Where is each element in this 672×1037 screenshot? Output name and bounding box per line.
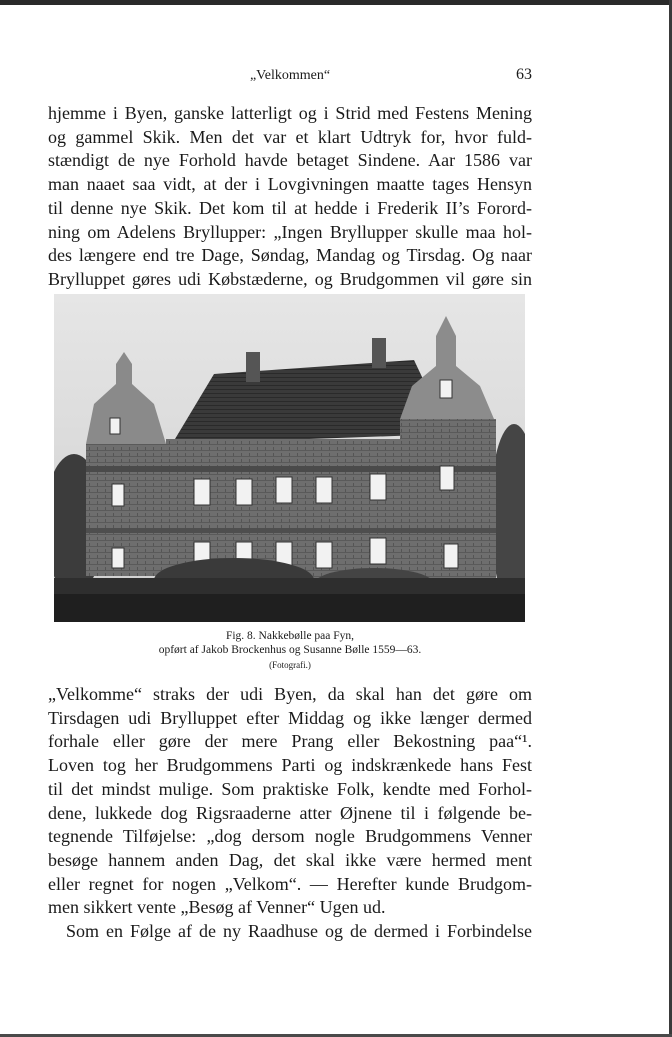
figure-caption-title: Fig. 8. Nakkebølle paa Fyn, bbox=[225, 630, 355, 642]
text-line: ning om Adelens Bryllupper: „Ingen Bryllupper skulle maa hol- bbox=[48, 221, 532, 242]
paragraph-2 bbox=[48, 683, 532, 944]
text-line-indented: Som en Følge af de ny Raadhuse og de dermed i Forbindelse bbox=[66, 921, 532, 942]
left-tower bbox=[86, 444, 168, 576]
text-line: stændigt de nye Forhold havde betaget Sindene. Aar 1586 var bbox=[48, 150, 532, 171]
text-line: Loven tog her Brudgommens Parti og indskrænkede hans Fest bbox=[48, 755, 532, 776]
running-head bbox=[48, 66, 532, 88]
page-number: 63 bbox=[516, 66, 532, 83]
text-line: Tirsdagen udi Brylluppet efter Middag og ikke længer dermed bbox=[48, 707, 532, 728]
cornice-band bbox=[86, 528, 496, 533]
text-line: forhale eller gøre der mere Prang eller Bekostning paa“¹. bbox=[48, 731, 532, 752]
scan-edge-top bbox=[0, 0, 672, 5]
manor-house-photo bbox=[54, 294, 525, 622]
text-line: „Velkomme“ straks der udi Byen, da skal han det gøre om bbox=[48, 684, 532, 704]
text-line: eller regnet for nogen „Velkom“. — Herefter kunde Brudgom- bbox=[48, 873, 532, 894]
paragraph-1 bbox=[48, 102, 532, 292]
text-line: dene, lukkede dog Rigsraaderne atter Øjnene til i følgende be- bbox=[48, 802, 532, 823]
figure-photograph bbox=[54, 294, 525, 622]
chimney bbox=[246, 352, 260, 382]
text-line: til det mindst mulige. Som praktiske Folk, kendte med Forhol- bbox=[48, 778, 532, 799]
text-line: hjemme i Byen, ganske latterligt og i Strid med Festens Mening bbox=[48, 103, 532, 123]
text-line: til denne nye Skik. Det kom til at hedde i Frederik II’s Forord- bbox=[48, 197, 532, 218]
text-line: og gammel Skik. Men det var et klart Udtryk for, hvor fuld- bbox=[48, 126, 532, 147]
cornice-band bbox=[86, 466, 496, 472]
figure-caption-source: (Fotografi.) bbox=[269, 660, 311, 670]
text-line: man naaet saa vidt, at der i Lovgivningen maatte tages Hensyn bbox=[48, 174, 532, 195]
foreground bbox=[54, 594, 525, 622]
running-title: „Velkommen“ bbox=[249, 68, 331, 83]
text-line: Brylluppet gøres udi Købstæderne, og Brudgommen vil gøre sin bbox=[48, 268, 532, 289]
text-line: des længere end tre Dage, Søndag, Mandag og Tirsdag. Og naar bbox=[48, 245, 532, 266]
text-line: tegnende Tilføjelse: „dog dersom nogle Brudgommens Venner bbox=[48, 826, 532, 847]
text-line: besøge hannem anden Dag, det skal ikke være hermed ment bbox=[48, 849, 532, 870]
figure-caption-credit: opført af Jakob Brockenhus og Susanne Bølle 1559—63. bbox=[158, 644, 422, 656]
chimney bbox=[372, 338, 386, 368]
text-line: men sikkert vente „Besøg af Venner“ Ugen ud. bbox=[48, 897, 386, 918]
